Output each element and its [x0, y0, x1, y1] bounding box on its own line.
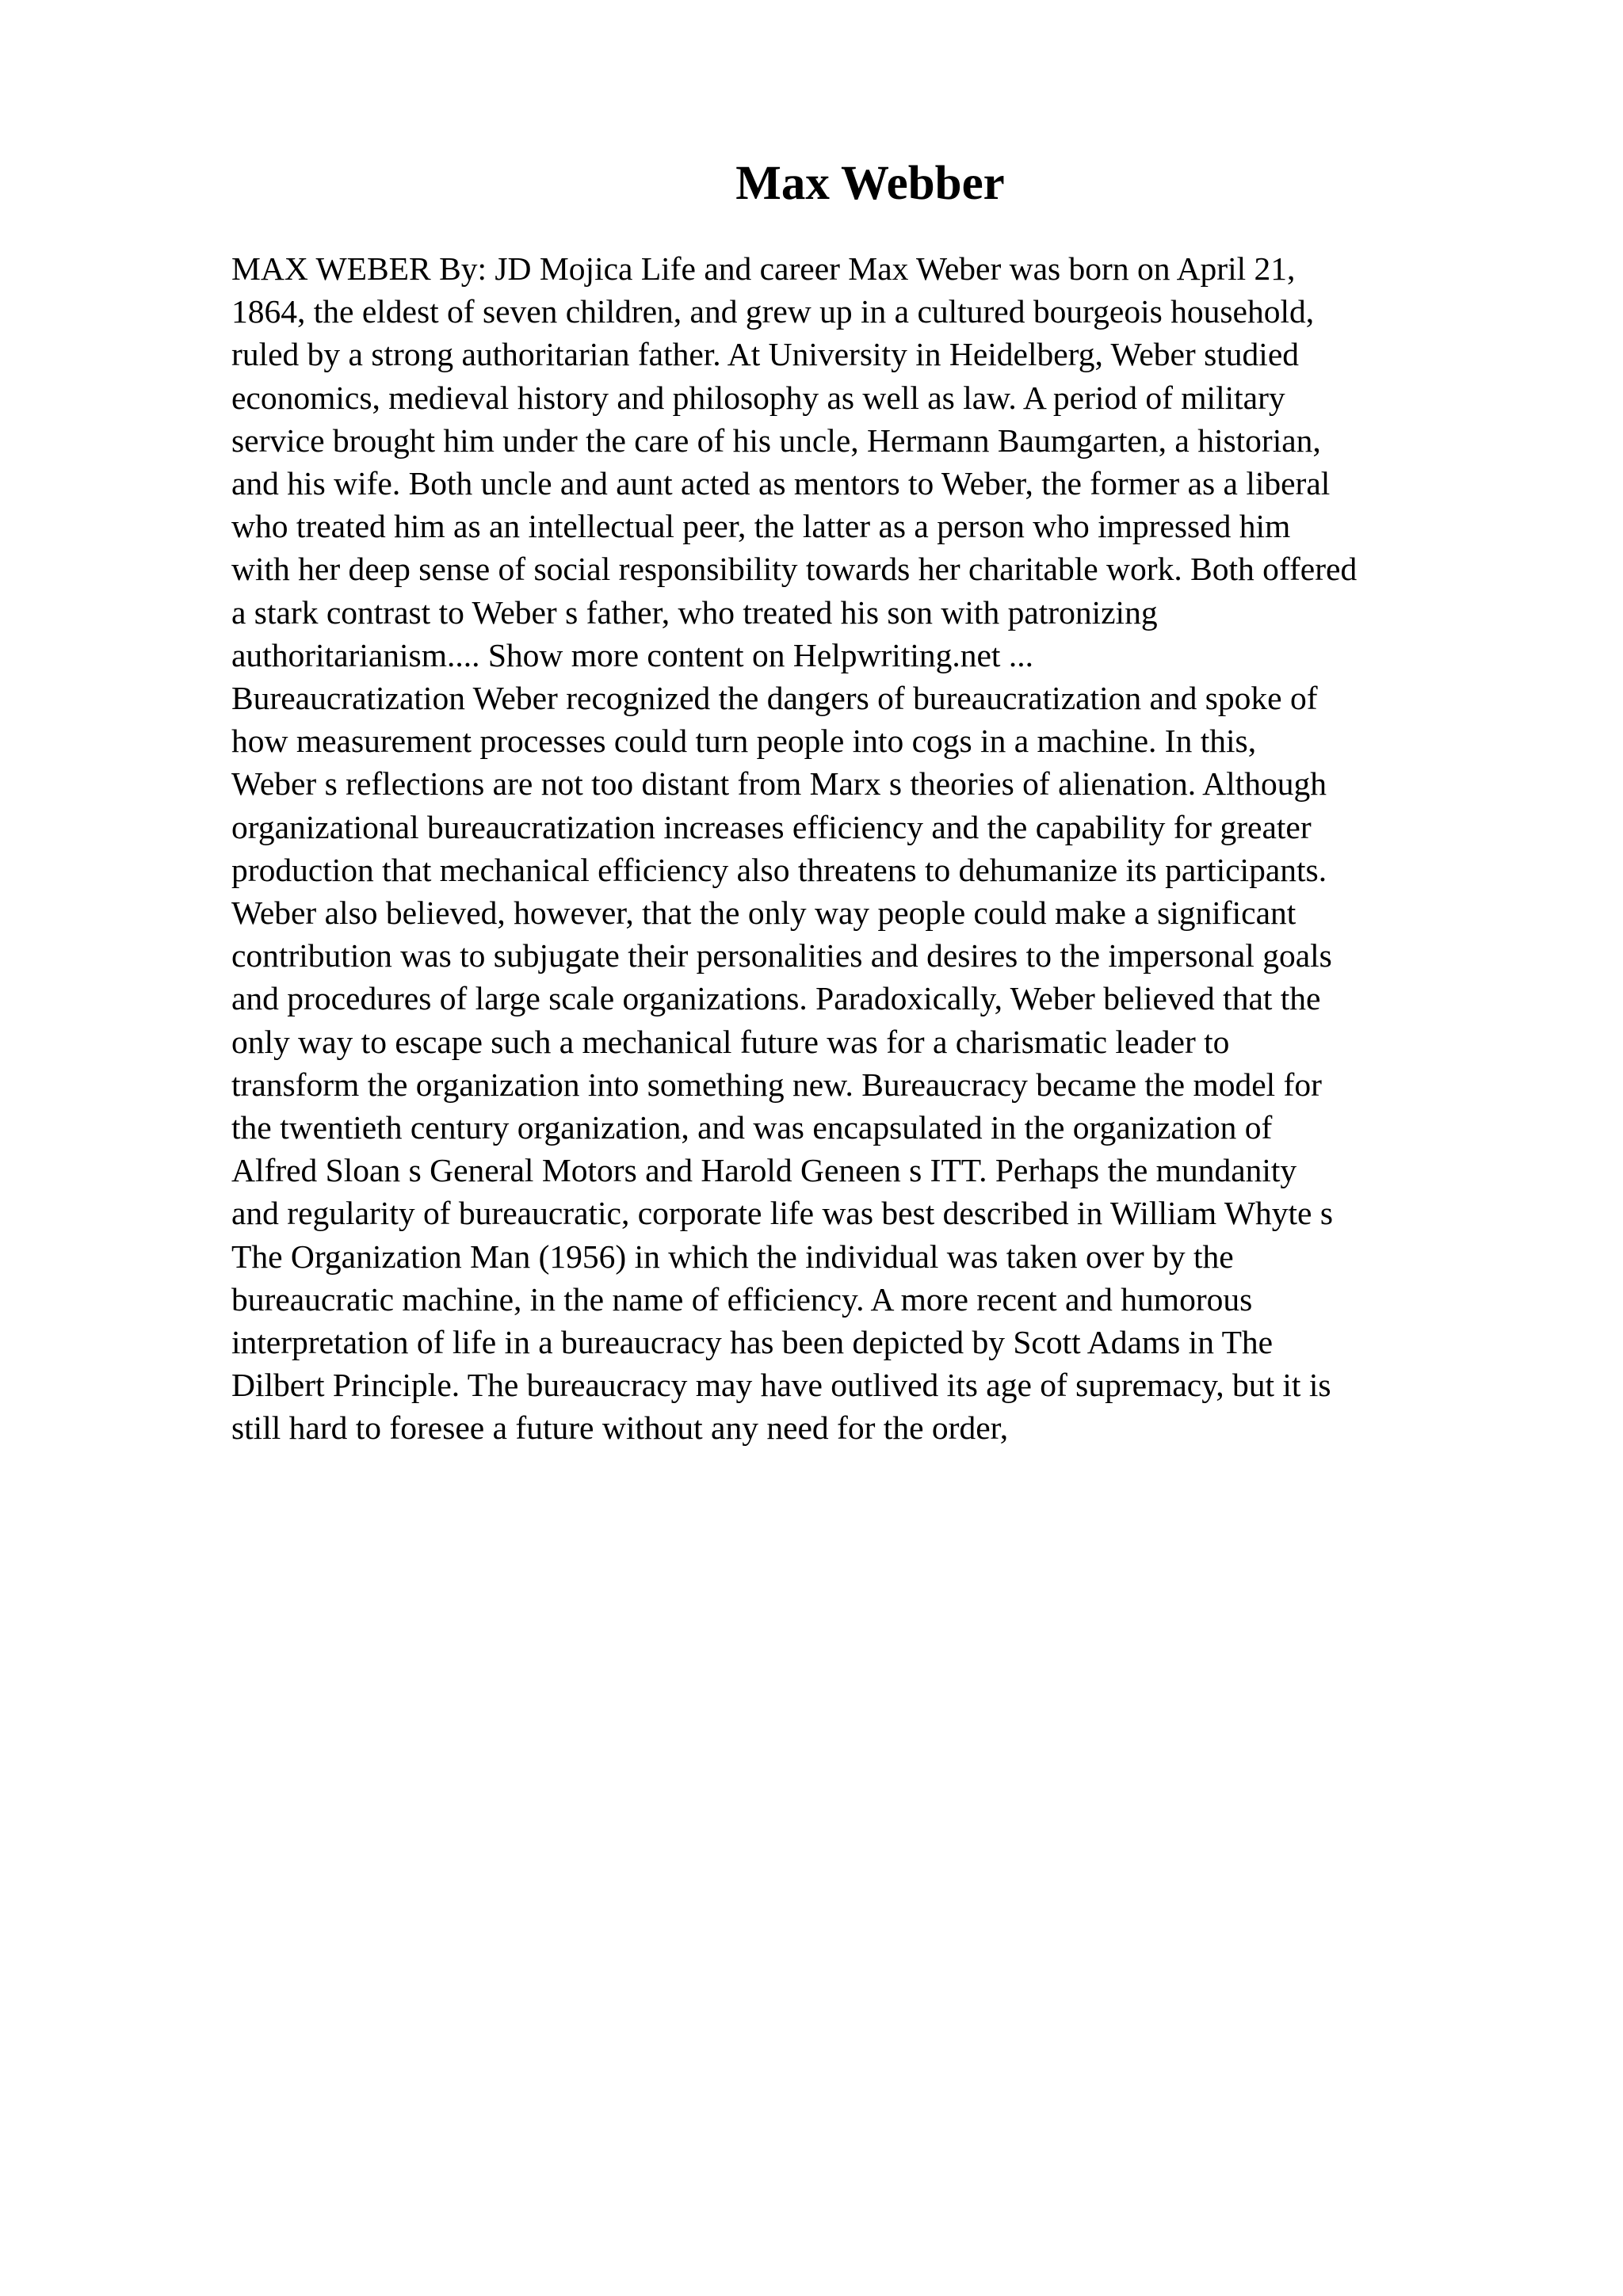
body-line: a stark contrast to Weber s father, who treated his son with patronizing [231, 593, 1158, 631]
body-line: authoritarianism.... Show more content on Helpwriting.net ... [231, 636, 1033, 673]
body-line: service brought him under the care of his uncle, Hermann Baumgarten, a historian, [231, 421, 1321, 459]
body-line: The Organization Man (1956) in which the individual was taken over by the [231, 1238, 1234, 1275]
body-line: bureaucratic machine, in the name of efficiency. A more recent and humorous [231, 1280, 1253, 1318]
body-line: and procedures of large scale organizations. Paradoxically, Weber believed that the [231, 980, 1321, 1017]
body-line: ruled by a strong authoritarian father. At University in Heidelberg, Weber studied [231, 336, 1299, 373]
body-line: only way to escape such a mechanical future was for a charismatic leader to [231, 1023, 1230, 1060]
body-line: and his wife. Both uncle and aunt acted as mentors to Weber, the former as a liberal [231, 465, 1331, 502]
body-line: Weber s reflections are not too distant from Marx s theories of alienation. Although [231, 765, 1327, 803]
body-line: contribution was to subjugate their personalities and desires to the impersonal goals [231, 937, 1332, 974]
body-line: 1864, the eldest of seven children, and grew up in a cultured bourgeois household, [231, 293, 1315, 330]
body-line: Alfred Sloan s General Motors and Harold Geneen s ITT. Perhaps the mundanity [231, 1152, 1297, 1189]
body-line: how measurement processes could turn people into cogs in a machine. In this, [231, 723, 1257, 760]
body-line: with her deep sense of social responsibility towards her charitable work. Both offered [231, 551, 1358, 588]
body-line: the twentieth century organization, and was encapsulated in the organization of [231, 1109, 1273, 1146]
body-line: organizational bureaucratization increases efficiency and the capability for greater [231, 808, 1312, 845]
body-line: who treated him as an intellectual peer, the latter as a person who impressed him [231, 508, 1291, 545]
body-line: and regularity of bureaucratic, corporate life was best described in William Whyte s [231, 1195, 1333, 1232]
document-body [231, 247, 1499, 1450]
body-line: economics, medieval history and philosophy as well as law. A period of military [231, 379, 1285, 416]
document-title: Max Webber [735, 157, 1005, 210]
body-line: production that mechanical efficiency also threatens to dehumanize its participants. [231, 851, 1327, 888]
body-line: still hard to foresee a future without any need for the order, [231, 1409, 1009, 1447]
body-line: Weber also believed, however, that the only way people could make a significant [231, 894, 1296, 932]
body-line: Bureaucratization Weber recognized the dangers of bureaucratization and spoke of [231, 680, 1318, 717]
body-line: MAX WEBER By: JD Mojica Life and career Max Weber was born on April 21, [231, 250, 1296, 287]
body-line: interpretation of life in a bureaucracy has been depicted by Scott Adams in The [231, 1324, 1274, 1361]
body-line: Dilbert Principle. The bureaucracy may have outlived its age of supremacy, but it is [231, 1367, 1331, 1404]
body-line: transform the organization into something new. Bureaucracy became the model for [231, 1066, 1322, 1103]
